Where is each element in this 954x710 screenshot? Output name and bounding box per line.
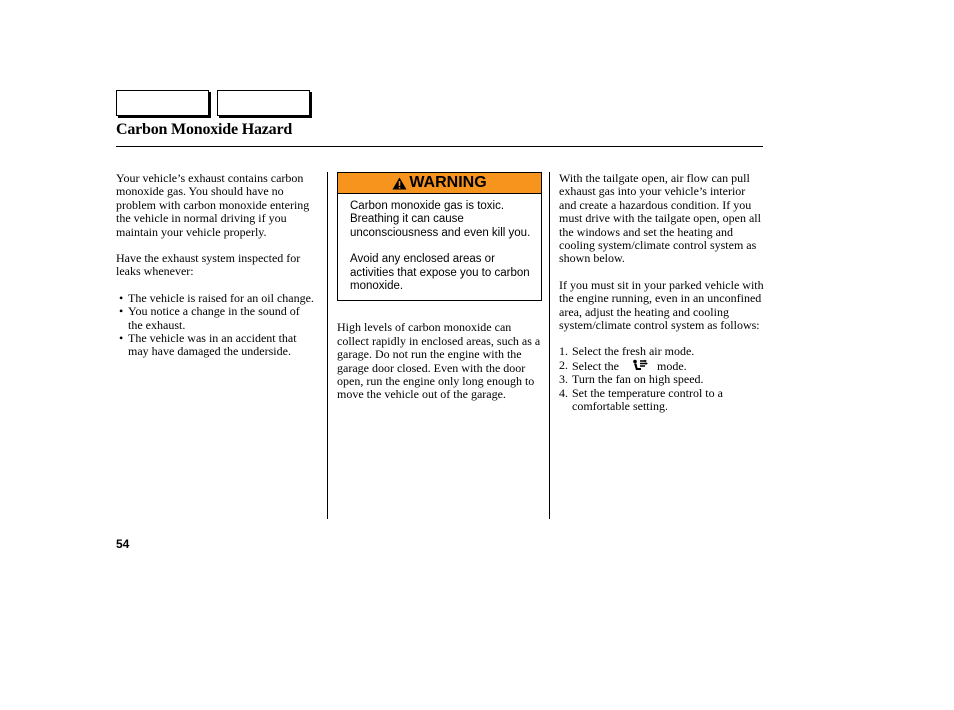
warning-body [338,194,541,300]
warning-text-1: Carbon monoxide gas is toxic. Breathing it can cause unconsciousness and even kill you. [350,200,531,239]
step-number: 2. [559,357,568,372]
column-divider-2 [549,172,550,519]
list-item [116,292,316,305]
step-text: Select the fresh air mode. [572,344,695,359]
warning-header [338,173,541,194]
list-item [559,387,764,414]
exhaust-intro-paragraph: Your vehicle’s exhaust contains carbon monoxide gas. You should have no problem with carbon monoxide entering the vehicle in normal driving if you maintain your vehicle properly. [116,171,310,239]
list-item [559,373,764,386]
step-text: Set the temperature control to a comfortable setting. [572,385,723,414]
step-number: 4. [559,385,568,400]
list-item [116,305,316,332]
warning-box [337,172,542,301]
list-item-text: The vehicle was in an accident that may have damaged the underside. [128,331,297,359]
list-item-text: The vehicle is raised for an oil change. [128,290,314,305]
step-text-after: mode. [656,358,687,373]
list-item [559,359,764,373]
vent-mode-icon [629,359,651,372]
step-number: 3. [559,372,568,387]
garage-paragraph: High levels of carbon monoxide can collect rapidly in enclosed areas, such as a garage. Do not run the engine with the garage door closed. Even with the door open, run the engine only long enough to move the vehicle out of the garage. [337,320,541,402]
column-divider-1 [327,172,328,519]
column-1 [116,172,316,359]
warning-text-2: Avoid any enclosed areas or activities that expose you to carbon monoxide. [350,253,530,293]
nav-tab-1[interactable] [116,90,209,116]
column-3 [559,172,764,414]
inspection-paragraph: Have the exhaust system inspected for leaks whenever: [116,251,301,279]
title-divider [116,146,763,147]
warning-triangle-icon [392,177,407,190]
column-2 [337,172,543,402]
page-number: 54 [116,537,130,551]
page-title: Carbon Monoxide Hazard [116,121,293,138]
bullet-icon: • [119,290,124,305]
steps-list [559,345,764,413]
list-item [559,345,764,358]
tailgate-paragraph: With the tailgate open, air flow can pull exhaust gas into your vehicle’s interior and create a hazardous condition. If you must drive with the tailgate open, open all the windows and set the heating and cooling system/climate control system as shown below. [559,171,761,266]
warning-label: WARNING [409,174,487,192]
inspection-list [116,292,316,359]
list-item-text: You notice a change in the sound of the exhaust. [128,304,300,332]
step-text-before: Select the [572,358,619,373]
nav-tab-2[interactable] [217,90,310,116]
parked-vehicle-paragraph: If you must sit in your parked vehicle with the engine running, even in an unconfined area, adjust the heating and cooling system/climate control system as follows: [559,277,764,333]
list-item [116,332,316,359]
step-number: 1. [559,344,568,359]
bullet-icon: • [119,331,124,346]
step-text: Turn the fan on high speed. [572,372,704,387]
bullet-icon: • [119,304,124,319]
